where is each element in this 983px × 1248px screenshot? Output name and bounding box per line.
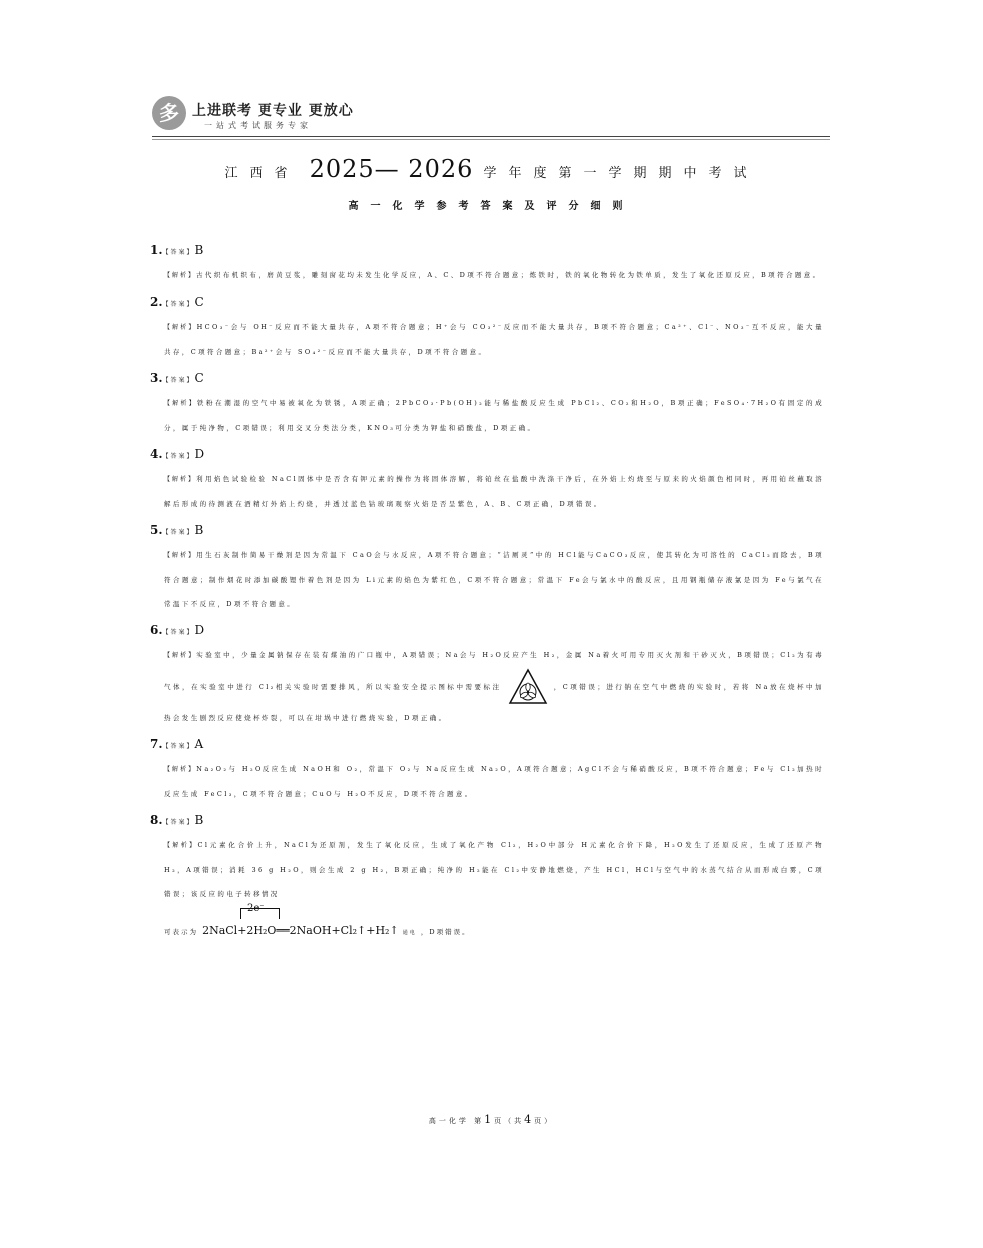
answer-value: B (194, 243, 204, 257)
footer-page-number: 1 (484, 1113, 495, 1126)
footer-subject: 高一化学 (428, 1117, 469, 1125)
electron-transfer-equation (150, 903, 830, 948)
question-item (150, 292, 830, 364)
question-number: 4. (150, 447, 163, 461)
electron-transfer-bracket (240, 908, 280, 919)
question-item (150, 620, 830, 730)
answer-value: D (194, 447, 205, 461)
slogan: 上进联考 更专业 更放心 (192, 103, 354, 119)
explanation-text: 铁粉在潮湿的空气中易被氧化为铁锈，A项正确；2PbCO₃·Pb(OH)₂能与稀盐酸反应生成 PbCl₂、CO₂和H₂O，B项正确；FeSO₄·7H₂O有固定的成分，属于纯净物，C项错误；利用交叉分类法分类，KNO₃可分类为钾盐和硝酸盐，D项正确。 (164, 399, 824, 432)
answer-value: B (194, 813, 204, 827)
explanation-text: HCO₃⁻会与 OH⁻反应而不能大量共存，A项不符合题意；H⁺会与 CO₃²⁻反应而不能大量共存，B项不符合题意；Ca²⁺、Cl⁻、NO₃⁻互不反应，能大量共存，C项符合题意；Ba²⁺会与 SO₄²⁻反应而不能大量共存，D项不符合题意。 (164, 323, 824, 356)
answer-tag: 【答案】 (162, 301, 195, 308)
answer-tag: 【答案】 (162, 819, 195, 826)
explanation-text: 实验室中，少量金属钠保存在装有煤油的广口瓶中，A项错误；Na会与 H₂O反应产生 H₂，金属 Na着火可用专用灭火剂和干砂灭火，B项错误；Cl₂为有毒气体，在实验室中进行 Cl₂相关实验时需要排风，所以实验安全提示图标中需要标注 (164, 651, 824, 691)
answer-value: C (194, 295, 204, 309)
page-footer (0, 1113, 983, 1126)
question-number: 6. (150, 623, 163, 637)
question-item (150, 810, 830, 948)
equation-prefix: 可表示为 (164, 928, 198, 936)
equation-formula: 2NaCl+2H₂O══2NaOH+Cl₂↑+H₂↑ (202, 924, 399, 937)
question-number: 7. (150, 737, 163, 751)
answer-value: C (194, 371, 204, 385)
footer-total-pages: 4 (524, 1113, 535, 1126)
explanation-text-tail: ，C项错误；进行钠在空气中燃烧的实验时，若将 Na放在烧杯中加热会发生剧烈反应使烧杯炸裂，可以在坩埚中进行燃烧实验，D项正确。 (164, 683, 824, 722)
explanation-text: Cl元素化合价上升，NaCl为还原剂，发生了氧化反应，生成了氧化产物 Cl₂，H₂O中部分 H元素化合价下降，H₂O发生了还原反应，生成了还原产物 H₂，A项错误；消耗 36 g H₂O，则会生成 2 g H₂，B项正确；纯净的 H₂能在 Cl₂中安静地燃烧，产生 HCl，HCl与空气中的水蒸气结合从而形成白雾，C项错误；该反应的电子转移情况 (164, 841, 824, 898)
answer-tag: 【答案】 (162, 529, 195, 536)
electron-transfer-label: 2e⁻ (247, 903, 265, 914)
answer-tag: 【答案】 (162, 743, 195, 750)
equation-suffix: ，D项错误。 (420, 928, 471, 936)
explanation-text: 利用焰色试验检验 NaCl固体中是否含有钾元素的操作为将固体溶解，将铂丝在盐酸中洗涤干净后，在外焰上灼烧至与原来的火焰颜色相同时，再用铂丝蘸取溶解后形成的待测液在酒精灯外焰上灼烧，并透过蓝色钴玻璃观察火焰是否呈紫色，A、B、C项正确，D项错误。 (164, 475, 824, 508)
footer-page-prefix: 第 (474, 1117, 485, 1125)
answer-value: A (194, 737, 204, 751)
subslogan: 一站式考试服务专家 (204, 121, 312, 130)
answer-list (150, 240, 830, 952)
answer-tag: 【答案】 (162, 453, 195, 460)
logo-icon: 多 (152, 96, 186, 130)
explain-tag: 【解析】 (164, 842, 198, 849)
explain-tag: 【解析】 (164, 552, 197, 559)
answer-value: D (194, 623, 205, 637)
equation-condition: 通电 (402, 930, 417, 936)
explain-tag: 【解析】 (164, 400, 197, 407)
explain-tag: 【解析】 (164, 476, 197, 483)
footer-page-mid: 页（共 (494, 1117, 525, 1125)
question-item (150, 368, 830, 440)
question-item (150, 240, 830, 288)
question-number: 8. (150, 813, 163, 827)
explain-tag: 【解析】 (164, 324, 197, 331)
answer-tag: 【答案】 (162, 249, 195, 256)
title-suffix: 学年度第一学期期中考试 (483, 166, 759, 181)
footer-page-suffix: 页） (534, 1117, 555, 1125)
page-subtitle: 高一化学参考答案及评分细则 (348, 201, 635, 212)
question-number: 5. (150, 523, 163, 537)
answer-value: B (194, 523, 204, 537)
question-item (150, 734, 830, 806)
header-rule-thin (152, 139, 830, 140)
explain-tag: 【解析】 (164, 652, 197, 659)
question-number: 2. (150, 295, 163, 309)
question-item (150, 520, 830, 616)
explain-tag: 【解析】 (164, 272, 197, 279)
answer-tag: 【答案】 (162, 377, 195, 384)
title-prefix: 江西省 (224, 166, 300, 181)
explanation-text: Na₂O₂与 H₂O反应生成 NaOH和 O₂，常温下 O₂与 Na反应生成 Na₂O，A项符合题意；AgCl不会与稀硝酸反应，B项不符合题意；Fe与 Cl₂加热时反应生成 FeCl₃，C项不符合题意；CuO与 H₂O不反应，D项不符合题意。 (164, 765, 824, 798)
explain-tag: 【解析】 (164, 766, 197, 773)
question-number: 3. (150, 371, 163, 385)
explanation-text: 用生石灰制作简易干燥剂是因为常温下 CaO会与水反应，A项不符合题意；“洁厕灵”中的 HCl能与CaCO₃反应，使其转化为可溶性的 CaCl₂而除去，B项符合题意；制作烟花时添加碳酸锂作着色剂是因为 Li元素的焰色为紫红色，C项不符合题意；常温下 Fe会与氯水中的酸反应，且用钢瓶储存液氯是因为 Fe与氯气在常温下不反应，D项不符合题意。 (164, 551, 824, 608)
title-years: 2025— 2026 (309, 155, 474, 183)
ventilation-hazard-icon (508, 668, 548, 706)
header-rule (152, 136, 830, 137)
question-number: 1. (150, 243, 163, 257)
page-title (0, 155, 983, 183)
answer-tag: 【答案】 (162, 629, 195, 636)
explanation-text: 古代织布机织布，磨黄豆浆，雕刻窗花均未发生化学反应，A、C、D项不符合题意；炼铁时，铁的氧化物转化为铁单质，发生了氧化还原反应，B项符合题意。 (196, 271, 822, 279)
question-item (150, 444, 830, 516)
